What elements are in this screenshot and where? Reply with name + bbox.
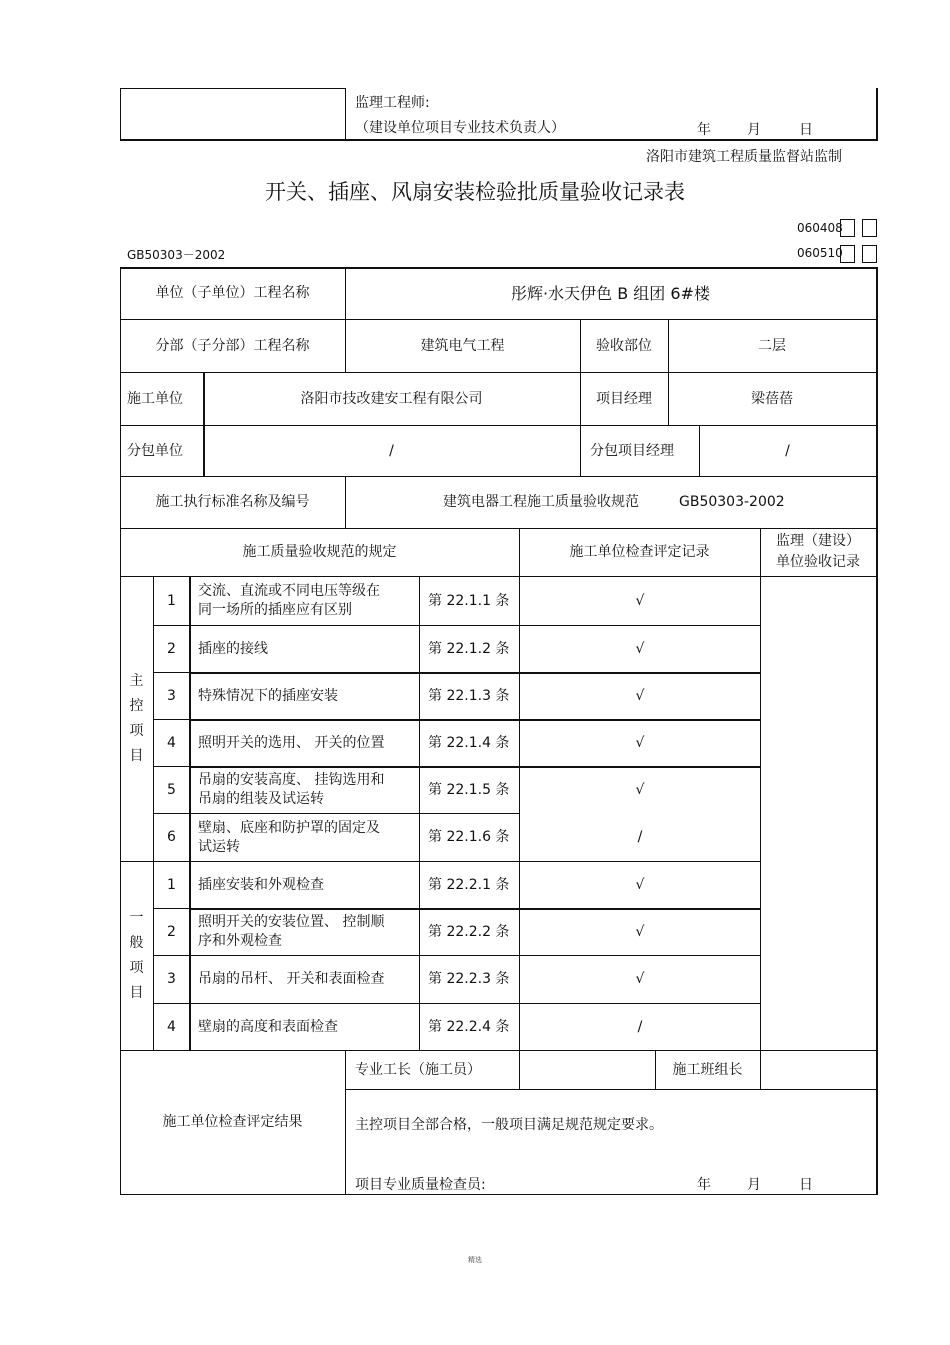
project-manager-label: 项目经理 [596, 390, 652, 407]
inspector-label: 项目专业质量检查员: [355, 1177, 486, 1193]
item-result: / [637, 1018, 643, 1035]
top-month: 月 [747, 122, 761, 138]
item-description [198, 673, 418, 719]
item-description-line: 插座安装和外观检查 [198, 876, 324, 893]
item-result: √ [635, 687, 645, 704]
general-group-label: 一 般 项 目 [129, 910, 144, 1001]
item-description [198, 577, 418, 625]
document-title: 开关、插座、风扇安装检验批质量验收记录表 [265, 180, 685, 204]
item-description-line: 交流、直流或不同电压等级在 [198, 583, 380, 599]
item-clause: 第 22.2.1 条 [428, 876, 510, 893]
item-result: √ [635, 923, 645, 940]
item-number: 2 [167, 923, 176, 940]
code-2: 060510 [797, 246, 843, 260]
subcontractor-value: / [389, 442, 394, 459]
supervision-header: 监理（建设） 单位验收记录 [776, 533, 860, 570]
item-number: 6 [167, 829, 176, 845]
code-2-box-a[interactable] [840, 245, 855, 263]
item-description-line: 特殊情况下的插座安装 [198, 687, 338, 704]
station-credit: 洛阳市建筑工程质量监督站监制 [646, 149, 842, 165]
main-control-group-label: 主 控 项 目 [129, 673, 144, 764]
item-clause: 第 22.1.2 条 [428, 640, 510, 657]
subcontractor-label: 分包单位 [127, 442, 183, 459]
code-2-box-b[interactable] [862, 245, 877, 263]
code-1-box-a[interactable] [840, 219, 855, 237]
item-result: √ [635, 640, 645, 657]
item-number: 1 [167, 876, 176, 893]
sub-manager-label: 分包项目经理 [590, 442, 674, 459]
item-number: 4 [167, 1018, 176, 1035]
evaluation-result-label: 施工单位检查评定结果 [162, 1114, 303, 1130]
item-description-line: 吊扇的吊杆、 开关和表面检查 [198, 971, 385, 987]
item-description [198, 862, 418, 908]
team-leader-label: 施工班组长 [672, 1061, 743, 1078]
item-description-line: 壁扇、底座和防护罩的固定及 [198, 819, 380, 836]
bottom-year: 年 [697, 1177, 711, 1193]
top-year: 年 [697, 122, 711, 138]
owner-label: （建设单位项目专业技术负责人） [355, 120, 565, 136]
code-1: 060408 [797, 221, 843, 235]
item-description-line: 序和外观检查 [198, 933, 282, 949]
item-clause: 第 22.1.4 条 [428, 734, 510, 751]
item-clause: 第 22.1.3 条 [428, 687, 510, 704]
item-description-line: 插座的接线 [198, 640, 268, 657]
bottom-day: 日 [799, 1177, 813, 1193]
project-name-label: 单位（子单位）工程名称 [155, 285, 310, 301]
item-number: 2 [167, 640, 176, 657]
item-number: 3 [167, 687, 176, 704]
item-description-line: 照明开关的安装位置、 控制顺 [198, 914, 385, 930]
item-description [198, 626, 418, 672]
exec-standard-code: GB50303-2002 [679, 494, 785, 510]
acceptance-part-value: 二层 [758, 337, 786, 354]
item-description-line: 壁扇的高度和表面检查 [198, 1018, 338, 1035]
acceptance-part-label: 验收部位 [596, 337, 652, 354]
exec-standard-label: 施工执行标准名称及编号 [155, 494, 310, 510]
project-name-value: 彤辉·水天伊色 B 组团 6#楼 [511, 284, 710, 303]
item-description-line: 吊扇的组装及试运转 [198, 791, 324, 807]
item-result: √ [635, 876, 645, 893]
code-1-box-b[interactable] [862, 219, 877, 237]
sub-project-label: 分部（子分部）工程名称 [155, 337, 310, 354]
item-clause: 第 22.1.6 条 [428, 829, 510, 845]
evaluation-conclusion: 主控项目全部合格，一般项目满足规范规定要求。 [355, 1117, 663, 1133]
foreman-field[interactable] [519, 1051, 655, 1089]
item-description [198, 909, 418, 955]
item-number: 5 [167, 781, 176, 798]
spec-header: 施工质量验收规范的规定 [242, 544, 397, 560]
top-day: 日 [799, 122, 813, 138]
item-number: 4 [167, 734, 176, 751]
item-result: √ [635, 734, 645, 751]
team-leader-field[interactable] [760, 1051, 876, 1089]
item-number: 3 [167, 971, 176, 987]
sub-manager-value: / [785, 442, 790, 459]
item-description [198, 720, 418, 766]
project-manager-value: 梁蓓蓓 [751, 390, 793, 407]
item-description [198, 814, 418, 861]
foreman-label: 专业工长（施工员） [355, 1061, 481, 1078]
supervisor-label: 监理工程师: [355, 95, 430, 111]
item-result: √ [635, 971, 645, 987]
footer-note: 精选 [468, 1256, 482, 1264]
item-result: √ [635, 592, 645, 609]
sub-project-value: 建筑电气工程 [420, 337, 505, 354]
bottom-month: 月 [747, 1177, 761, 1193]
exec-standard-value: 建筑电器工程施工质量验收规范 [443, 494, 639, 510]
record-header: 施工单位检查评定记录 [569, 544, 710, 560]
standard-code: GB50303－2002 [127, 248, 226, 262]
item-result: / [637, 829, 643, 845]
item-description-line: 同一场所的插座应有区别 [198, 602, 352, 618]
item-description [198, 767, 418, 813]
item-clause: 第 22.2.3 条 [428, 971, 510, 987]
item-description-line: 照明开关的选用、 开关的位置 [198, 734, 385, 751]
item-description-line: 试运转 [198, 838, 240, 855]
contractor-label: 施工单位 [127, 390, 183, 407]
item-description [198, 956, 418, 1003]
item-clause: 第 22.1.5 条 [428, 781, 510, 798]
item-clause: 第 22.1.1 条 [428, 592, 510, 609]
item-description-line: 吊扇的安装高度、 挂钩选用和 [198, 772, 385, 788]
item-clause: 第 22.2.2 条 [428, 923, 510, 940]
item-clause: 第 22.2.4 条 [428, 1018, 510, 1035]
item-result: √ [635, 781, 645, 798]
item-number: 1 [167, 592, 176, 609]
contractor-value: 洛阳市技改建安工程有限公司 [300, 390, 483, 407]
item-description [198, 1004, 418, 1050]
